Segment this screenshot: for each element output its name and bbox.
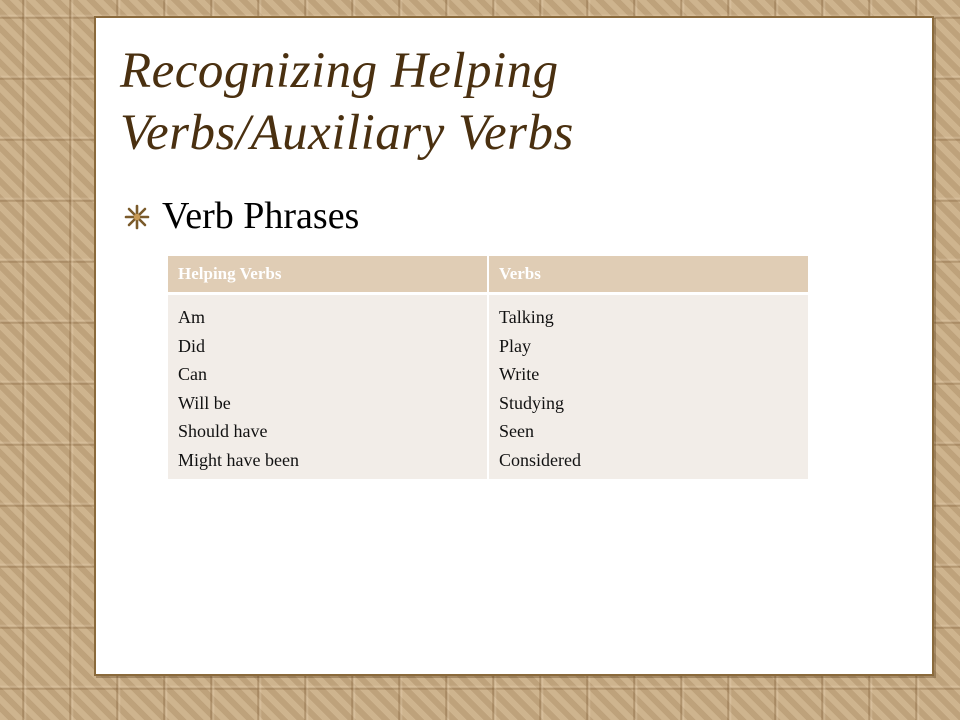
slide-title	[120, 40, 880, 164]
header-helping-verbs: Helping Verbs	[168, 256, 487, 295]
helping-verb: Am	[178, 307, 205, 327]
helping-verb: Should have	[178, 421, 268, 442]
helping-verb: Can	[178, 364, 207, 385]
table-row	[168, 295, 808, 479]
helping-verb: Did	[178, 335, 205, 356]
verb: Considered	[498, 449, 581, 470]
slide-title-line-2: Verbs/Auxiliary Verbs	[120, 105, 574, 161]
bullet-item	[124, 192, 359, 240]
starburst-bullet-icon	[124, 204, 150, 230]
helping-verb: Might have been	[178, 449, 299, 470]
table-header-row	[168, 256, 808, 295]
verb: Seen	[498, 421, 534, 442]
verb: Talking	[498, 307, 554, 327]
helping-verbs-cell	[168, 295, 487, 479]
bullet-text: Verb Phrases	[162, 195, 360, 237]
verb-phrases-table	[168, 256, 808, 479]
header-verbs: Verbs	[487, 256, 808, 295]
verb: Play	[498, 335, 531, 356]
verb: Studying	[498, 392, 564, 413]
verb: Write	[498, 364, 540, 385]
helping-verb: Will be	[178, 392, 231, 413]
slide-title-line-1: Recognizing Helping	[120, 43, 559, 99]
verbs-cell	[487, 295, 808, 479]
